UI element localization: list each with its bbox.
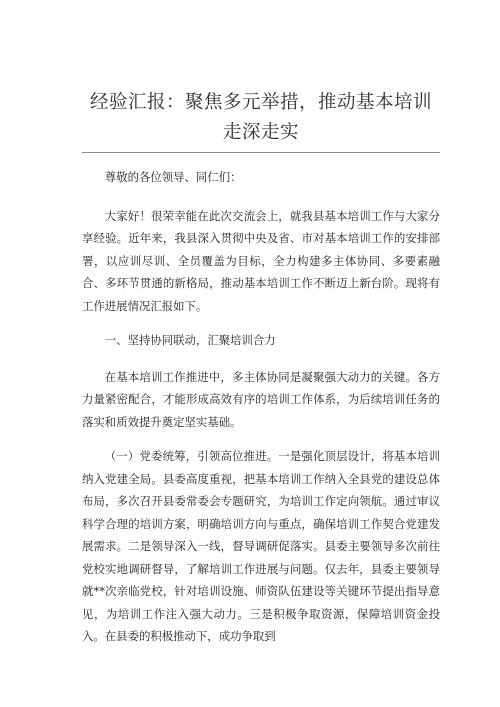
document-title: 经验汇报：聚焦多元举措，推动基本培训走深走实	[89, 92, 432, 143]
paragraph-intro: 大家好！很荣幸能在此次交流会上，就我县基本培训工作与大家分享经验。近年来，我县深入贯彻中央及省、市对基本培训工作的安排部署，以应训尽训、全员覆盖为目标，全力构建多主体协同、多要素融合、多环节贯通的新格局，推动基本培训工作不断迈上新台阶。现将有工作进展情况汇报如下。	[82, 208, 440, 313]
paragraph-section-intro: 在基本培训工作推进中，多主体协同是凝聚强大动力的关键。各方力量紧密配合，才能形成高效有序的培训工作体系，为后续培训任务的落实和质效提升奠定坚实基础。	[82, 369, 440, 429]
salutation: 尊敬的各位领导、同仁们：	[104, 170, 242, 184]
title-divider	[82, 152, 440, 153]
section-heading: 一、坚持协同联动，汇聚培训合力	[104, 333, 276, 347]
paragraph-subsection-1: （一）党委统筹，引领高位推进。一是强化顶层设计，将基本培训纳入党建全局。县委高度重视，把基本培训工作纳入全县党的建设总体布局，多次召开县委常委会专题研究，为培训工作定向领航。通过审议科学合理的培训方案，明确培训方向与重点，确保培训工作契合党建发展需求。二是领导深入一线，督导调研促落实。县委主要领导多次前往党校实地调研督导，了解培训工作进展与问题。仅去年，县委主要领导就**次亲临党校，针对培训设施、师资队伍建设等关键环节提出指导意见，为培训工作注入强大动力。三是积极争取资源，保障培训资金投入。在县委的积极推动下，成功争取到	[82, 449, 440, 643]
